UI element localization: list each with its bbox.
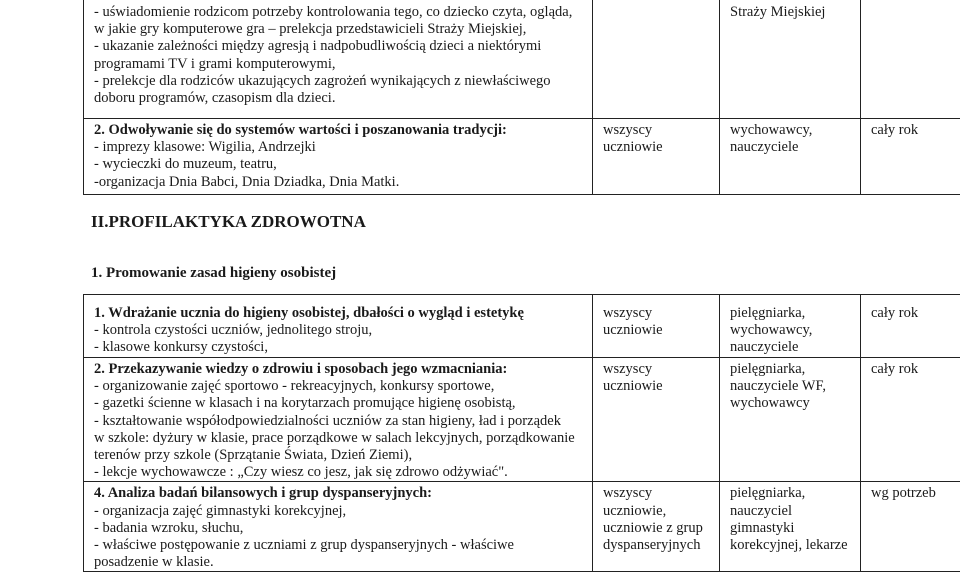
- text-line: uczniowie,: [603, 503, 713, 520]
- text-line: - kształtowanie współodpowiedzialności uczniów za stan higieny, ład i porządek: [94, 413, 586, 430]
- text-line: wychowawcy,: [730, 322, 854, 339]
- program-table-lower: [83, 294, 960, 572]
- task-description-cell: [84, 482, 593, 572]
- table-row: [84, 0, 960, 119]
- text-line: uczniowie z grup: [603, 520, 713, 537]
- text-line: wychowawcy,: [730, 122, 854, 139]
- task-heading: 4. Analiza badań bilansowych i grup dyspanseryjnych:: [94, 485, 586, 502]
- timeframe-cell: [861, 482, 960, 572]
- text-line: - wycieczki do muzeum, teatru,: [94, 156, 586, 173]
- subsection-title: 1. Promowanie zasad higieny osobistej: [91, 265, 336, 282]
- section-title: II.PROFILAKTYKA ZDROWOTNA: [91, 212, 366, 232]
- text-line: cały rok: [871, 122, 955, 139]
- responsible-cell: [720, 358, 861, 482]
- text-line: - imprezy klasowe: Wigilia, Andrzejki: [94, 139, 586, 156]
- task-description-cell: [84, 0, 593, 119]
- text-line: wszyscy: [603, 122, 713, 139]
- task-description-cell: [84, 295, 593, 358]
- text-line: wszyscy: [603, 361, 713, 378]
- text-line: - klasowe konkursy czystości,: [94, 339, 586, 356]
- task-description-cell: [84, 358, 593, 482]
- text-line: korekcyjnej, lekarze: [730, 537, 854, 554]
- text-line: doboru programów, czasopism dla dzieci.: [94, 90, 586, 107]
- responsible-cell: [720, 119, 861, 195]
- text-line: uczniowie: [603, 322, 713, 339]
- text-line: wg potrzeb: [871, 485, 955, 502]
- table-row: [84, 482, 960, 572]
- table-row: [84, 295, 960, 358]
- text-line: pielęgniarka,: [730, 361, 854, 378]
- responsible-cell: [720, 482, 861, 572]
- text-line: - organizacja zajęć gimnastyki korekcyjnej,: [94, 503, 586, 520]
- text-line: pielęgniarka,: [730, 305, 854, 322]
- text-line: - lekcje wychowawcze : „Czy wiesz co jesz, jak się zdrowo odżywiać".: [94, 464, 586, 481]
- text-line: cały rok: [871, 305, 955, 322]
- text-line: - organizowanie zajęć sportowo - rekreacyjnych, konkursy sportowe,: [94, 378, 586, 395]
- text-line: - ukazanie zależności między agresją i nadpobudliwością dzieci a niektórymi: [94, 38, 586, 55]
- table-row: [84, 358, 960, 482]
- text-line: -organizacja Dnia Babci, Dnia Dziadka, Dnia Matki.: [94, 174, 586, 191]
- text-line: Straży Miejskiej: [730, 4, 854, 21]
- task-heading: 2. Odwoływanie się do systemów wartości i poszanowania tradycji:: [94, 122, 586, 139]
- text-line: w szkole: dyżury w klasie, prace porządkowe w salach lekcyjnych, porządkowanie: [94, 430, 586, 447]
- program-table-upper: [83, 0, 960, 195]
- text-line: wszyscy: [603, 305, 713, 322]
- text-line: - właściwe postępowanie z uczniami z grup dyspanseryjnych - właściwe: [94, 537, 586, 554]
- participants-cell: [593, 358, 720, 482]
- responsible-cell: [720, 0, 861, 119]
- text-line: programami TV i grami komputerowymi,: [94, 56, 586, 73]
- timeframe-cell: [861, 358, 960, 482]
- task-description-cell: [84, 119, 593, 195]
- text-line: nauczyciele: [730, 139, 854, 156]
- timeframe-cell: [861, 119, 960, 195]
- timeframe-cell: [861, 295, 960, 358]
- text-line: wychowawcy: [730, 395, 854, 412]
- text-line: w jakie gry komputerowe gra – prelekcja przedstawicieli Straży Miejskiej,: [94, 21, 586, 38]
- task-heading: 2. Przekazywanie wiedzy o zdrowiu i sposobach jego wzmacniania:: [94, 361, 586, 378]
- text-line: - gazetki ścienne w klasach i na korytarzach promujące higienę osobistą,: [94, 395, 586, 412]
- participants-cell: [593, 0, 720, 119]
- text-line: pielęgniarka,: [730, 485, 854, 502]
- text-line: terenów przy szkole (Sprzątanie Świata, Dzień Ziemi),: [94, 447, 586, 464]
- text-line: - kontrola czystości uczniów, jednolitego stroju,: [94, 322, 586, 339]
- text-line: nauczyciel: [730, 503, 854, 520]
- text-line: uczniowie: [603, 378, 713, 395]
- text-line: gimnastyki: [730, 520, 854, 537]
- text-line: - badania wzroku, słuchu,: [94, 520, 586, 537]
- participants-cell: [593, 482, 720, 572]
- text-line: - prelekcje dla rodziców ukazujących zagrożeń wynikających z niewłaściwego: [94, 73, 586, 90]
- task-heading: 1. Wdrażanie ucznia do higieny osobistej, dbałości o wygląd i estetykę: [94, 305, 586, 322]
- text-line: nauczyciele WF,: [730, 378, 854, 395]
- table-row: [84, 119, 960, 195]
- responsible-cell: [720, 295, 861, 358]
- text-line: dyspanseryjnych: [603, 537, 713, 554]
- text-line: uczniowie: [603, 139, 713, 156]
- text-line: - uświadomienie rodzicom potrzeby kontrolowania tego, co dziecko czyta, ogląda,: [94, 4, 586, 21]
- text-line: posadzenie w klasie.: [94, 554, 586, 571]
- participants-cell: [593, 119, 720, 195]
- text-line: wszyscy: [603, 485, 713, 502]
- participants-cell: [593, 295, 720, 358]
- timeframe-cell: [861, 0, 960, 119]
- text-line: nauczyciele: [730, 339, 854, 356]
- text-line: cały rok: [871, 361, 955, 378]
